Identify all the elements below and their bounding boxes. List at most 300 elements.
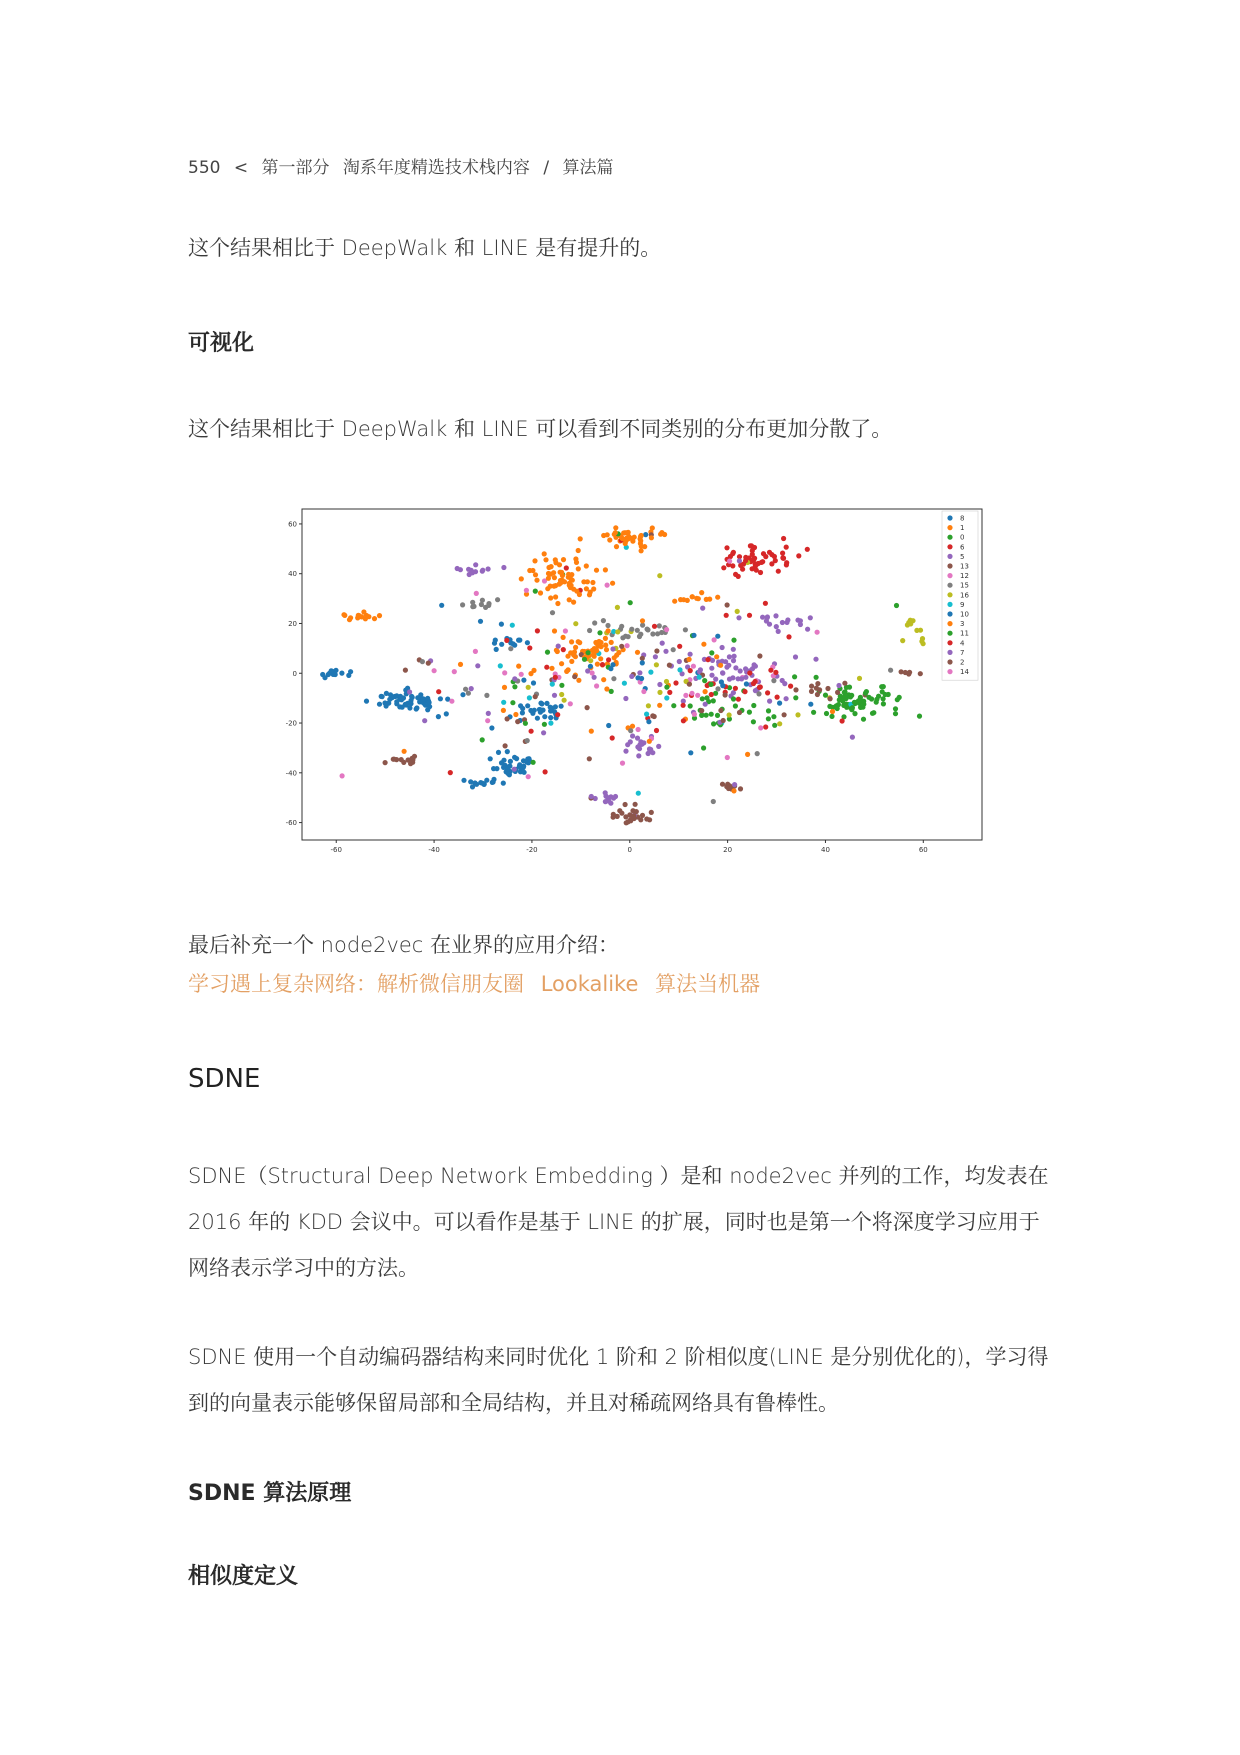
data-point: [771, 678, 776, 683]
paragraph-sdne-intro: SDNE（Structural Deep Network Embedding ）是和 node2vec 并列的工作，均发表在 2016 年的 KDD 会议中。可以看作是基于 LINE 的扩展，同时也是第一个将深度学习应用于网络表示学习中的方法。: [188, 1164, 1049, 1280]
y-tick-label: 0: [292, 669, 297, 678]
data-point: [537, 707, 542, 712]
data-point: [652, 714, 657, 719]
article-link-part-2[interactable]: Lookalike: [540, 972, 639, 996]
data-point: [727, 712, 732, 717]
data-point: [835, 690, 840, 695]
data-point: [888, 668, 893, 673]
data-point: [731, 788, 736, 793]
data-point: [709, 666, 714, 671]
data-point: [633, 802, 638, 807]
legend-marker: [947, 621, 952, 626]
data-point: [919, 639, 924, 644]
data-point: [731, 638, 736, 643]
data-point: [485, 718, 490, 723]
data-point: [751, 557, 756, 562]
data-point: [601, 618, 606, 623]
legend-marker: [947, 554, 952, 559]
data-point: [664, 627, 669, 632]
data-point: [512, 767, 517, 772]
data-point: [649, 535, 654, 540]
data-point: [427, 704, 432, 709]
data-point: [754, 562, 759, 567]
data-point: [597, 630, 602, 635]
data-point: [448, 770, 453, 775]
data-point: [761, 551, 766, 556]
data-point: [612, 655, 617, 660]
data-point: [813, 657, 818, 662]
y-tick-label: -40: [285, 769, 297, 778]
data-point: [516, 664, 521, 669]
legend-label: 5: [960, 552, 965, 561]
data-point: [648, 670, 653, 675]
data-point: [499, 622, 504, 627]
data-point: [817, 687, 822, 692]
data-point: [847, 685, 852, 690]
data-point: [519, 576, 524, 581]
data-point: [572, 674, 577, 679]
data-point: [576, 548, 581, 553]
data-point: [760, 615, 765, 620]
data-point: [700, 606, 705, 611]
data-point: [590, 670, 595, 675]
y-tick-label: -20: [285, 719, 297, 728]
data-point: [493, 638, 498, 643]
data-point: [796, 553, 801, 558]
data-point: [736, 615, 741, 620]
data-point: [635, 650, 640, 655]
data-point: [556, 644, 561, 649]
data-point: [664, 695, 669, 700]
data-point: [569, 659, 574, 664]
data-point: [715, 686, 720, 691]
data-point: [614, 544, 619, 549]
data-point: [588, 664, 593, 669]
data-point: [613, 530, 618, 535]
data-point: [738, 786, 743, 791]
data-point: [640, 741, 645, 746]
data-point: [638, 632, 643, 637]
data-point: [827, 704, 832, 709]
data-point: [781, 556, 786, 561]
data-point: [538, 590, 543, 595]
x-tick-label: 0: [627, 846, 633, 854]
data-point: [525, 738, 530, 743]
data-point: [383, 760, 388, 765]
data-point: [677, 667, 682, 672]
data-point: [548, 595, 553, 600]
header-separator: <: [233, 158, 249, 178]
data-point: [650, 525, 655, 530]
data-point: [900, 638, 905, 643]
data-point: [785, 617, 790, 622]
data-point: [577, 640, 582, 645]
data-point: [398, 695, 403, 700]
data-point: [555, 649, 560, 654]
data-point: [586, 650, 591, 655]
data-point: [488, 756, 493, 761]
data-point: [473, 649, 478, 654]
data-point: [610, 581, 615, 586]
data-point: [606, 657, 611, 662]
data-point: [767, 622, 772, 627]
data-point: [625, 643, 630, 648]
data-point: [473, 562, 478, 567]
data-point: [626, 534, 631, 539]
data-point: [533, 589, 538, 594]
data-point: [688, 668, 693, 673]
data-point: [687, 657, 692, 662]
data-point: [784, 696, 789, 701]
data-point: [561, 647, 566, 652]
data-point: [871, 710, 876, 715]
data-point: [444, 711, 449, 716]
data-point: [475, 663, 480, 668]
data-point: [753, 664, 758, 669]
data-point: [782, 681, 787, 686]
data-point: [533, 694, 538, 699]
data-point: [696, 596, 701, 601]
data-point: [600, 662, 605, 667]
data-point: [917, 714, 922, 719]
data-point: [754, 568, 759, 573]
data-point: [603, 567, 608, 572]
data-point: [512, 755, 517, 760]
data-point: [709, 712, 714, 717]
data-point: [637, 746, 642, 751]
data-point: [636, 791, 641, 796]
data-point: [494, 647, 499, 652]
data-point: [491, 766, 496, 771]
data-point: [553, 557, 558, 562]
data-point: [736, 697, 741, 702]
data-point: [503, 743, 508, 748]
data-point: [683, 693, 688, 698]
data-point: [414, 705, 419, 710]
data-point: [741, 562, 746, 567]
data-point: [628, 739, 633, 744]
data-point: [564, 669, 569, 674]
data-point: [606, 628, 611, 633]
data-point: [394, 699, 399, 704]
data-point: [780, 551, 785, 556]
data-point: [792, 674, 797, 679]
data-point: [605, 532, 610, 537]
heading-visualization: 可视化: [188, 331, 255, 356]
data-point: [738, 668, 743, 673]
data-point: [844, 705, 849, 710]
data-point: [534, 578, 539, 583]
data-point: [657, 690, 662, 695]
data-point: [364, 613, 369, 618]
data-point: [689, 691, 694, 696]
data-point: [646, 703, 651, 708]
legend-marker: [947, 525, 952, 530]
data-point: [893, 706, 898, 711]
page-number: 550: [188, 158, 221, 178]
data-point: [733, 703, 738, 708]
data-point: [699, 708, 704, 713]
data-point: [567, 597, 572, 602]
data-point: [589, 729, 594, 734]
legend-label: 13: [960, 562, 969, 571]
data-point: [545, 650, 550, 655]
data-point: [725, 755, 730, 760]
data-point: [604, 686, 609, 691]
data-point: [548, 715, 553, 720]
legend-label: 4: [960, 639, 965, 648]
legend-label: 3: [960, 620, 965, 629]
data-point: [654, 648, 659, 653]
data-point: [480, 598, 485, 603]
data-point: [663, 649, 668, 654]
data-point: [502, 670, 507, 675]
data-point: [546, 565, 551, 570]
data-point: [549, 666, 554, 671]
data-point: [623, 802, 628, 807]
legend-label: 14: [960, 668, 969, 677]
data-point: [814, 675, 819, 680]
data-point: [357, 613, 362, 618]
data-point: [589, 794, 594, 799]
x-tick-label: -60: [330, 846, 342, 854]
data-point: [588, 658, 593, 663]
data-point: [562, 698, 567, 703]
data-point: [605, 623, 610, 628]
data-point: [657, 573, 662, 578]
data-point: [715, 713, 720, 718]
data-point: [699, 713, 704, 718]
data-point: [772, 723, 777, 728]
data-point: [552, 628, 557, 633]
data-point: [727, 559, 732, 564]
article-link-part-1[interactable]: 学习遇上复杂网络：解析微信朋友圈: [188, 972, 524, 996]
data-point: [520, 706, 525, 711]
data-point: [639, 676, 644, 681]
data-point: [766, 708, 771, 713]
data-point: [480, 568, 485, 573]
data-point: [525, 640, 530, 645]
data-point: [573, 621, 578, 626]
data-point: [874, 700, 879, 705]
data-point: [893, 711, 898, 716]
data-point: [701, 642, 706, 647]
data-point: [566, 572, 571, 577]
data-point: [638, 817, 643, 822]
data-point: [470, 784, 475, 789]
data-point: [501, 781, 506, 786]
data-point: [539, 701, 544, 706]
data-point: [673, 680, 678, 685]
data-point: [458, 567, 463, 572]
data-point: [773, 558, 778, 563]
data-point: [644, 712, 649, 717]
data-point: [613, 525, 618, 530]
data-point: [692, 712, 697, 717]
data-point: [784, 562, 789, 567]
data-point: [599, 644, 604, 649]
data-point: [517, 762, 522, 767]
data-point: [439, 603, 444, 608]
y-tick-label: 40: [288, 570, 297, 579]
heading-sdne-principle: SDNE 算法原理: [188, 1481, 352, 1506]
data-point: [610, 662, 615, 667]
header-slash: /: [543, 158, 550, 178]
data-point: [657, 623, 662, 628]
data-point: [630, 808, 635, 813]
data-point: [731, 658, 736, 663]
data-point: [808, 702, 813, 707]
data-point: [739, 676, 744, 681]
data-point: [707, 597, 712, 602]
data-point: [559, 683, 564, 688]
data-point: [744, 681, 749, 686]
data-point: [552, 575, 557, 580]
data-point: [573, 556, 578, 561]
data-point: [768, 668, 773, 673]
data-point: [639, 544, 644, 549]
data-point: [526, 685, 531, 690]
data-point: [798, 622, 803, 627]
data-point: [530, 568, 535, 573]
data-point: [805, 627, 810, 632]
data-point: [720, 683, 725, 688]
data-point: [551, 570, 556, 575]
data-point: [426, 661, 431, 666]
header-part: 第一部分: [261, 158, 330, 178]
data-point: [664, 685, 669, 690]
data-point: [652, 624, 657, 629]
legend-label: 7: [960, 648, 965, 657]
data-point: [643, 532, 648, 537]
data-point: [505, 716, 510, 721]
data-point: [527, 695, 532, 700]
data-point: [632, 816, 637, 821]
legend-marker: [947, 631, 952, 636]
data-point: [629, 674, 634, 679]
data-point: [512, 676, 517, 681]
paragraph-sdne-autoencoder: SDNE 使用一个自动编码器结构来同时优化 1 阶和 2 阶相似度(LINE 是分别优化的)，学习得到的向量表示能够保留局部和全局结构，并且对稀疏网络具有鲁棒性。: [188, 1345, 1049, 1415]
data-point: [815, 681, 820, 686]
data-point: [723, 692, 728, 697]
data-point: [750, 548, 755, 553]
data-point: [683, 627, 688, 632]
data-point: [480, 737, 485, 742]
data-point: [591, 586, 596, 591]
data-point: [478, 619, 483, 624]
data-point: [688, 750, 693, 755]
data-point: [486, 603, 491, 608]
data-point: [531, 680, 536, 685]
data-point: [501, 565, 506, 570]
data-point: [753, 679, 758, 684]
data-point: [561, 635, 566, 640]
data-point: [743, 555, 748, 560]
data-point: [640, 660, 645, 665]
data-point: [408, 701, 413, 706]
legend-marker: [947, 592, 952, 597]
data-point: [908, 618, 913, 623]
data-point: [709, 692, 714, 697]
legend-label: 9: [960, 600, 965, 609]
x-tick-label: 40: [820, 846, 830, 854]
data-point: [626, 634, 631, 639]
data-point: [623, 696, 628, 701]
data-point: [604, 647, 609, 652]
data-point: [559, 704, 564, 709]
data-point: [780, 620, 785, 625]
data-point: [620, 761, 625, 766]
data-point: [842, 681, 847, 686]
data-point: [624, 820, 629, 825]
data-point: [526, 774, 531, 779]
data-point: [420, 659, 425, 664]
data-point: [594, 683, 599, 688]
data-point: [824, 711, 829, 716]
data-point: [714, 654, 719, 659]
data-point: [732, 654, 737, 659]
data-point: [758, 684, 763, 689]
data-point: [640, 618, 645, 623]
data-point: [587, 592, 592, 597]
data-point: [524, 588, 529, 593]
data-point: [677, 659, 682, 664]
article-link-part-3[interactable]: 算法当机器: [655, 972, 761, 996]
data-point: [525, 703, 530, 708]
data-point: [708, 682, 713, 687]
data-point: [610, 735, 615, 740]
data-point: [724, 545, 729, 550]
data-point: [508, 759, 513, 764]
data-point: [555, 601, 560, 606]
data-point: [535, 628, 540, 633]
data-point: [681, 703, 686, 708]
data-point: [377, 613, 382, 618]
data-point: [407, 689, 412, 694]
data-point: [469, 686, 474, 691]
data-point: [553, 675, 558, 680]
legend-marker: [947, 583, 952, 588]
data-point: [773, 613, 778, 618]
data-point: [781, 536, 786, 541]
data-point: [501, 708, 506, 713]
data-point: [542, 722, 547, 727]
data-point: [691, 633, 696, 638]
data-point: [763, 724, 768, 729]
data-point: [701, 745, 706, 750]
data-point: [576, 566, 581, 571]
data-point: [563, 628, 568, 633]
data-point: [825, 686, 830, 691]
data-point: [774, 624, 779, 629]
data-point: [542, 551, 547, 556]
data-point: [573, 645, 578, 650]
legend-marker: [947, 535, 952, 540]
data-point: [640, 656, 645, 661]
data-point: [619, 644, 624, 649]
data-point: [479, 602, 484, 607]
data-point: [601, 677, 606, 682]
data-point: [784, 545, 789, 550]
data-point: [490, 780, 495, 785]
legend-label: 12: [960, 572, 969, 581]
data-point: [564, 565, 569, 570]
x-tick-label: -40: [428, 846, 440, 854]
article-link[interactable]: [188, 968, 770, 998]
data-point: [641, 689, 646, 694]
data-point: [611, 676, 616, 681]
data-point: [623, 814, 628, 819]
